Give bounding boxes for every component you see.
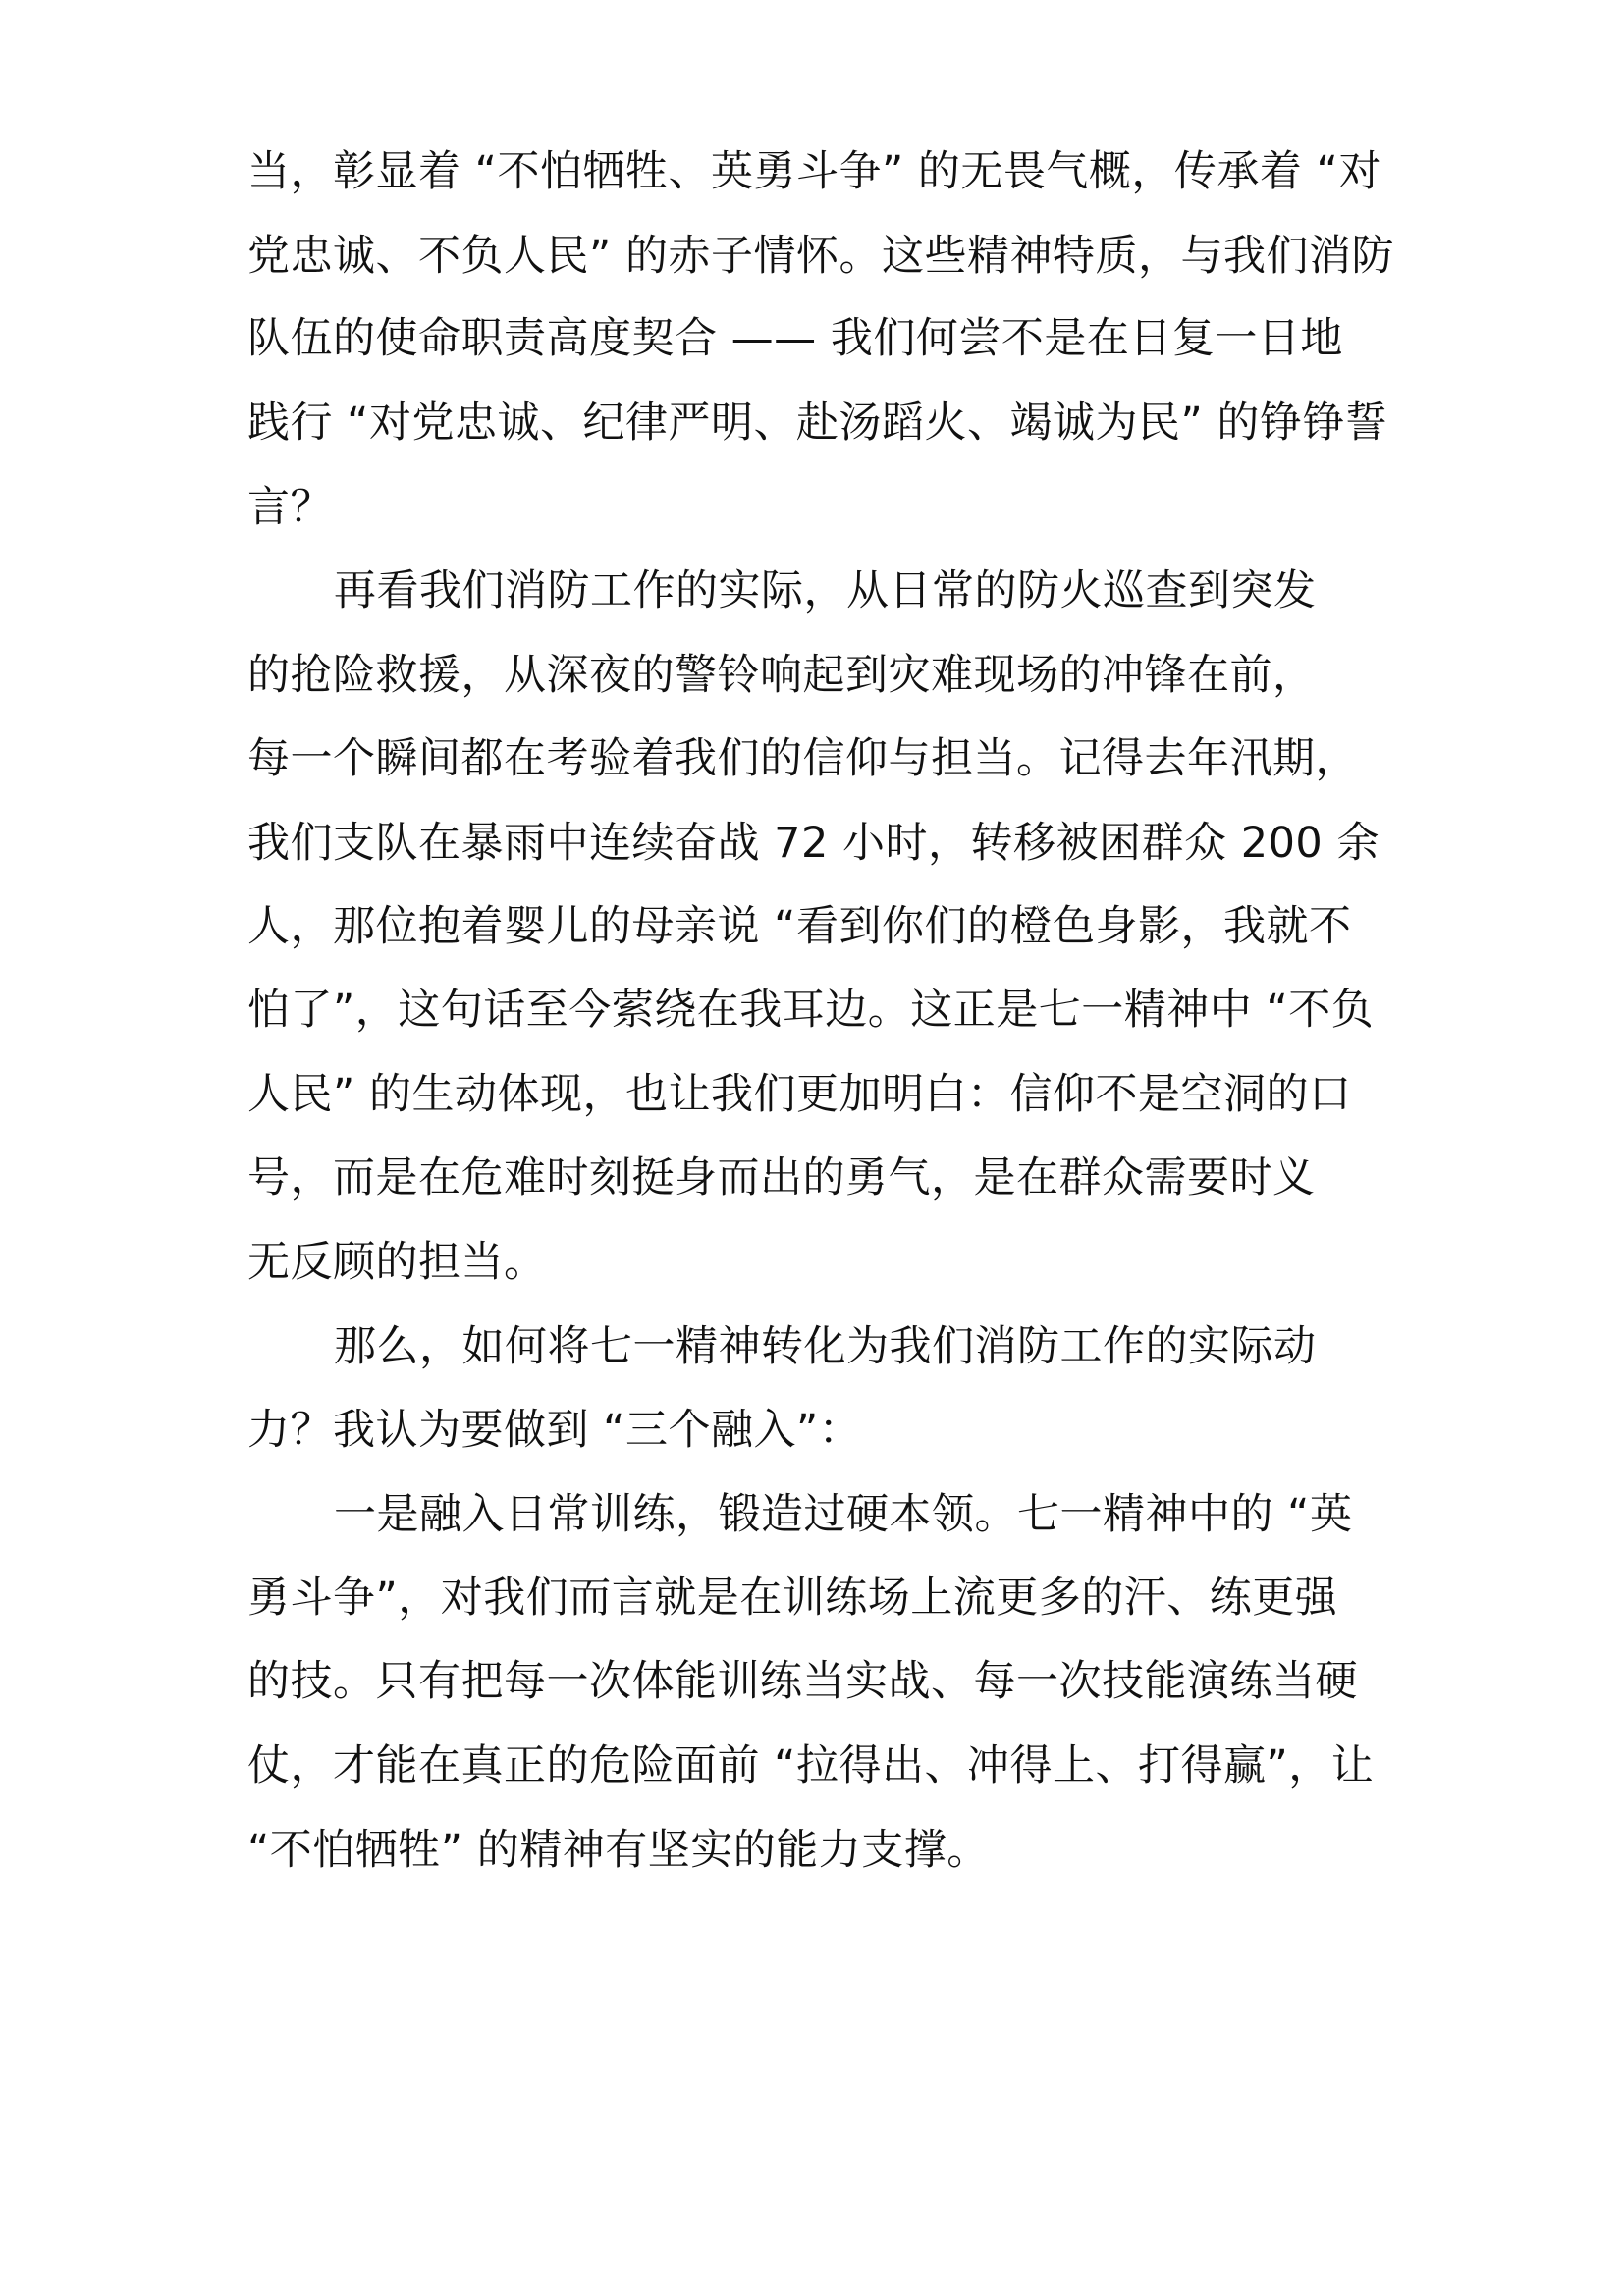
text-line: 号，而是在危难时刻挺身而出的勇气，是在群众需要时义 — [247, 1153, 1316, 1202]
text-line: 我们支队在暴雨中连续奋战 72 小时，转移被困群众 200 余 — [247, 819, 1380, 868]
paragraph-first-line: 一是融入日常训练，锻造过硬本领。七一精神中的 “英 — [334, 1490, 1353, 1539]
text-line: 无反顾的担当。 — [247, 1238, 547, 1287]
text-line: 当，彰显着 “不怕牺牲、英勇斗争” 的无畏气概，传承着 “对 — [247, 147, 1381, 196]
paragraph-first-line: 再看我们消防工作的实际，从日常的防火巡查到突发 — [334, 566, 1317, 615]
text-line: 人民” 的生动体现，也让我们更加明白：信仰不是空洞的口 — [247, 1070, 1352, 1119]
text-line: 勇斗争”，对我们而言就是在训练场上流更多的汗、练更强 — [247, 1574, 1338, 1623]
text-line: 践行 “对党忠诚、纪律严明、赴汤蹈火、竭诚为民” 的铮铮誓 — [247, 399, 1388, 448]
text-line: 仗，才能在真正的危险面前 “拉得出、冲得上、打得赢”，让 — [247, 1741, 1375, 1790]
text-line: “不怕牺牲” 的精神有坚实的能力支撑。 — [247, 1826, 990, 1875]
text-line: 的抢险救援，从深夜的警铃响起到灾难现场的冲锋在前， — [247, 651, 1316, 700]
text-line: 怕了”，这句话至今萦绕在我耳边。这正是七一精神中 “不负 — [247, 986, 1375, 1035]
text-line: 党忠诚、不负人民” 的赤子情怀。这些精神特质，与我们消防 — [247, 232, 1394, 281]
text-line: 的技。只有把每一次体能训练当实战、每一次技能演练当硬 — [247, 1657, 1358, 1706]
text-line: 队伍的使命职责高度契合 —— 我们何尝不是在日复一日地 — [247, 314, 1343, 363]
text-line: 每一个瞬间都在考验着我们的信仰与担当。记得去年汛期， — [247, 734, 1358, 783]
text-line: 人，那位抱着婴儿的母亲说 “看到你们的橙色身影，我就不 — [247, 902, 1352, 951]
text-line: 言？ — [247, 483, 333, 532]
text-line: 力？我认为要做到 “三个融入”： — [247, 1406, 862, 1455]
paragraph-first-line: 那么，如何将七一精神转化为我们消防工作的实际动 — [334, 1322, 1317, 1371]
